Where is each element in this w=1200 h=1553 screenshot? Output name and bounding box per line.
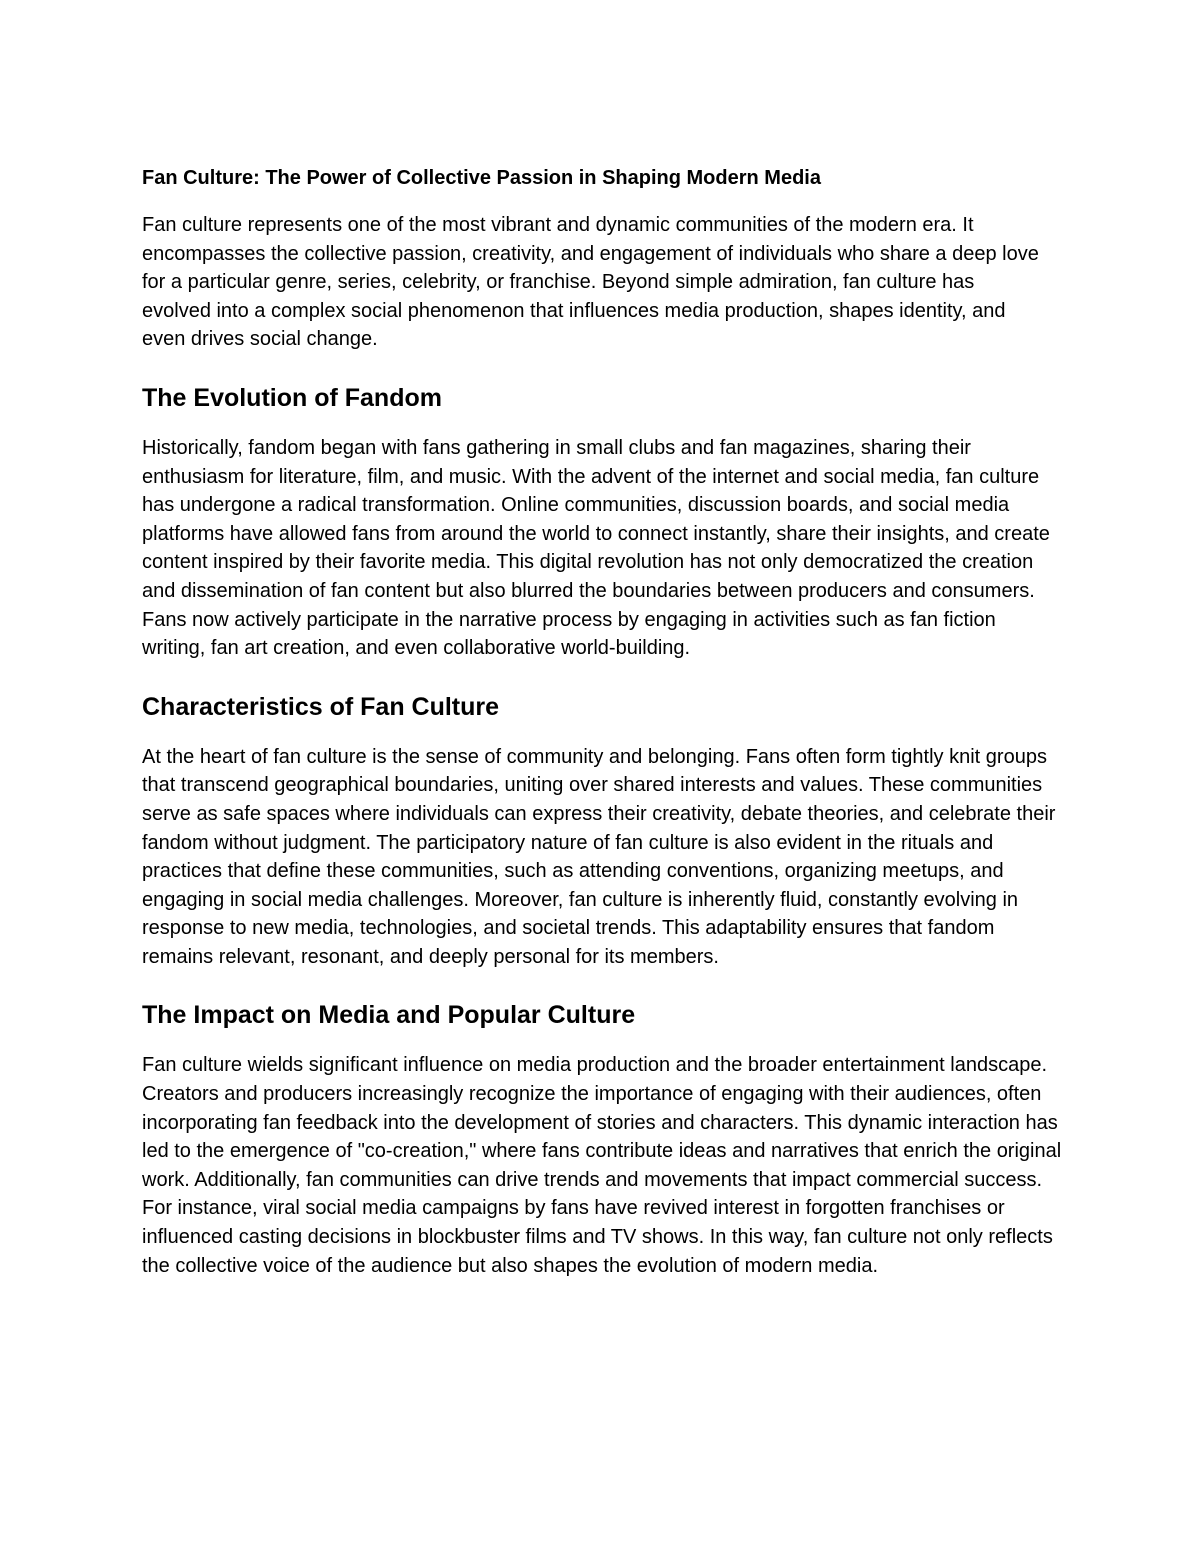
section-paragraph: Historically, fandom began with fans gathering in small clubs and fan magazines, sharing their enthusiasm for literature, film, and music. With the advent of the internet and social media, fan culture has undergone a radical transformation. Online communities, discussion boards, and social media platforms have allowed fans from around the world to connect instantly, share their insights, and create content inspired by their favorite media. This digital revolution has not only democratized the creation and dissemination of fan content but also blurred the boundaries between producers and consumers. Fans now actively participate in the narrative process by engaging in activities such as fan fiction writing, fan art creation, and even collaborative world-building. [142,436,1050,660]
section-evolution-of-fandom [142,382,1072,663]
section-characteristics-of-fan-culture [142,691,1072,972]
section-impact-on-media [142,999,1072,1280]
intro-block [142,164,1072,354]
document-title: Fan Culture: The Power of Collective Passion in Shaping Modern Media [142,167,821,189]
section-paragraph: At the heart of fan culture is the sense of community and belonging. Fans often form tightly knit groups that transcend geographical boundaries, uniting over shared interests and values. These communities serve as safe spaces where individuals can express their creativity, debate theories, and celebrate their fandom without judgment. The participatory nature of fan culture is also evident in the rituals and practices that define these communities, such as attending conventions, organizing meetups, and engaging in social media challenges. Moreover, fan culture is inherently fluid, constantly evolving in response to new media, technologies, and societal trends. This adaptability ensures that fandom remains relevant, resonant, and deeply personal for its members. [142,745,1056,968]
document-content [142,164,1072,1280]
section-heading: The Evolution of Fandom [142,383,442,412]
section-paragraph: Fan culture wields significant influence on media production and the broader entertainment landscape. Creators and producers increasingly recognize the importance of engaging with their audiences, often incorporating fan feedback into the development of stories and characters. This dynamic interaction has led to the emergence of "co-creation," where fans contribute ideas and narratives that enrich the original work. Additionally, fan communities can drive trends and movements that impact commercial success. For instance, viral social media campaigns by fans have revived interest in forgotten franchises or influenced casting decisions in blockbuster films and TV shows. In this way, fan culture not only reflects the collective voice of the audience but also shapes the evolution of modern media. [142,1054,1062,1277]
section-heading: Characteristics of Fan Culture [142,692,500,721]
intro-paragraph: Fan culture represents one of the most vibrant and dynamic communities of the modern era. It encompasses the collective passion, creativity, and engagement of individuals who share a deep love for a particular genre, series, celebrity, or franchise. Beyond simple admiration, fan culture has evolved into a complex social phenomenon that influences media production, shapes identity, and even drives social change. [142,214,1039,351]
section-heading: The Impact on Media and Popular Culture [142,1001,636,1030]
